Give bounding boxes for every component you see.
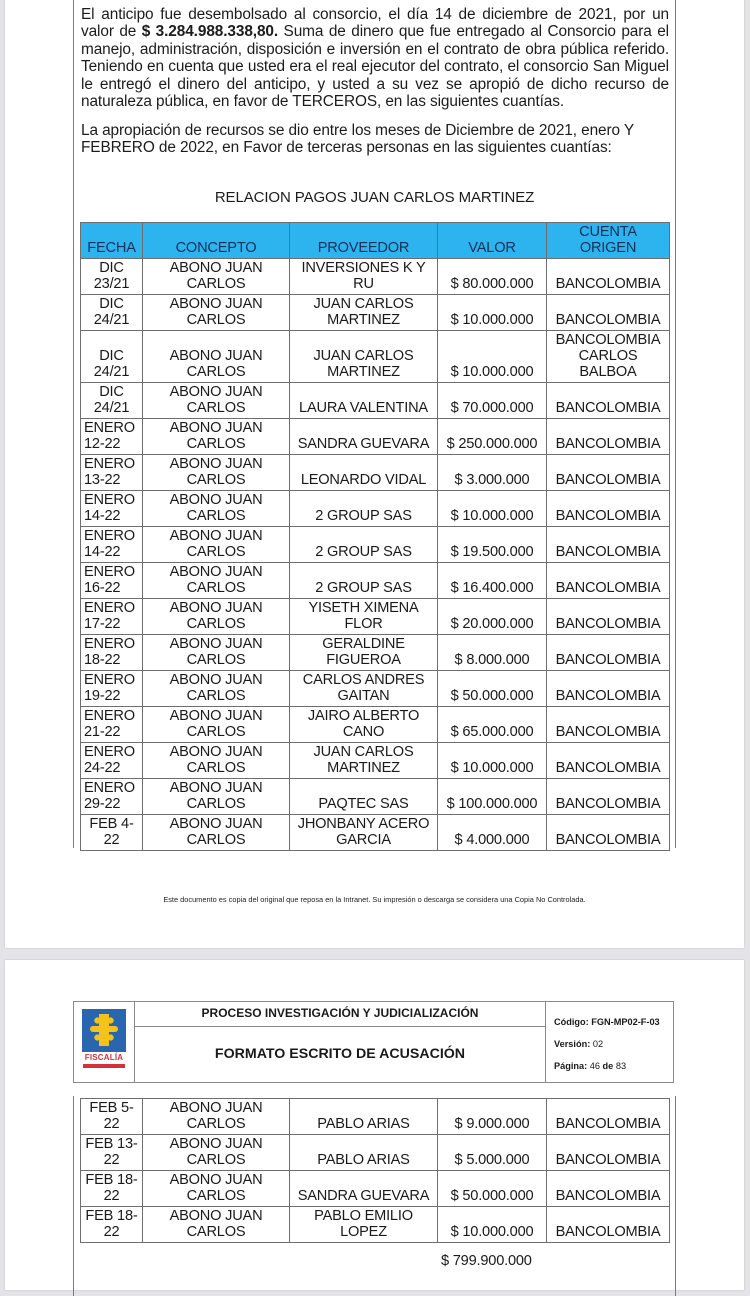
codigo-label: Código: — [554, 1017, 589, 1027]
cell-proveedor: GERALDINE FIGUEROA — [290, 635, 438, 671]
header-concepto: CONCEPTO — [143, 223, 290, 259]
header-cuenta-origen: CUENTA ORIGEN — [547, 223, 670, 259]
table-row — [81, 1135, 670, 1171]
table-row — [81, 331, 670, 383]
cell-cuenta-origen: BANCOLOMBIA — [547, 743, 670, 779]
cell-cuenta-origen: BANCOLOMBIA — [547, 1135, 670, 1171]
cell-valor: $ 65.000.000 — [438, 707, 547, 743]
cell-cuenta-origen: BANCOLOMBIA — [547, 563, 670, 599]
pagina-total: 83 — [615, 1061, 627, 1071]
cell-proveedor: 2 GROUP SAS — [290, 563, 438, 599]
cell-concepto: ABONO JUAN CARLOS — [143, 1207, 290, 1243]
cell-proveedor: JUAN CARLOS MARTINEZ — [290, 743, 438, 779]
header-fecha: FECHA — [81, 223, 143, 259]
table-row — [81, 295, 670, 331]
footer-note: Este documento es copia del original que reposa en la Intranet. Su impresión o descarga se considera una Copia No Controlada. — [163, 895, 586, 904]
cell-fecha: FEB 5-22 — [81, 1099, 143, 1135]
cell-valor: $ 100.000.000 — [438, 779, 547, 815]
document-page-2 — [5, 960, 744, 1290]
cell-concepto: ABONO JUAN CARLOS — [143, 1099, 290, 1135]
cell-valor: $ 50.000.000 — [438, 1171, 547, 1207]
cell-proveedor: CARLOS ANDRES GAITAN — [290, 671, 438, 707]
cell-cuenta-origen: BANCOLOMBIA CARLOS BALBOA — [547, 331, 670, 383]
table-row — [81, 743, 670, 779]
table-row — [81, 1207, 670, 1243]
codigo-line — [554, 1017, 660, 1027]
cell-cuenta-origen: BANCOLOMBIA — [547, 1171, 670, 1207]
cell-cuenta-origen: BANCOLOMBIA — [547, 1099, 670, 1135]
cell-cuenta-origen: BANCOLOMBIA — [547, 671, 670, 707]
cell-concepto: ABONO JUAN CARLOS — [143, 635, 290, 671]
table-row — [81, 419, 670, 455]
cell-fecha: FEB 4-22 — [81, 815, 143, 851]
header-proveedor: PROVEEDOR — [290, 223, 438, 259]
format-title: FORMATO ESCRITO DE ACUSACIÓN — [214, 1046, 466, 1062]
cell-proveedor: PAQTEC SAS — [290, 779, 438, 815]
cell-concepto: ABONO JUAN CARLOS — [143, 295, 290, 331]
cell-concepto: ABONO JUAN CARLOS — [143, 779, 290, 815]
paragraph-text: El anticipo fue desembolsado al consorcio, el día 14 de diciembre de 2021, por un valor de — [81, 6, 669, 41]
header-meta-cell — [546, 1002, 673, 1082]
cell-proveedor: JAIRO ALBERTO CANO — [290, 707, 438, 743]
cell-fecha: ENERO 24-22 — [81, 743, 143, 779]
cell-valor: $ 50.000.000 — [438, 671, 547, 707]
table-row — [81, 1099, 670, 1135]
cell-cuenta-origen: BANCOLOMBIA — [547, 455, 670, 491]
cell-concepto: ABONO JUAN CARLOS — [143, 563, 290, 599]
logo-text: FISCALÍA — [84, 1053, 124, 1062]
cell-concepto: ABONO JUAN CARLOS — [143, 743, 290, 779]
cell-proveedor: PABLO ARIAS — [290, 1099, 438, 1135]
cell-cuenta-origen: BANCOLOMBIA — [547, 707, 670, 743]
cell-cuenta-origen: BANCOLOMBIA — [547, 491, 670, 527]
cell-proveedor: 2 GROUP SAS — [290, 527, 438, 563]
cell-concepto: ABONO JUAN CARLOS — [143, 455, 290, 491]
cell-fecha: ENERO 17-22 — [81, 599, 143, 635]
cell-valor: $ 10.000.000 — [438, 743, 547, 779]
cell-fecha: ENERO 12-22 — [81, 419, 143, 455]
cell-valor: $ 10.000.000 — [438, 331, 547, 383]
cell-fecha: FEB 18-22 — [81, 1207, 143, 1243]
cell-fecha: ENERO 19-22 — [81, 671, 143, 707]
header-title-cell — [135, 1002, 546, 1082]
table-header-row — [81, 223, 670, 259]
cell-valor: $ 10.000.000 — [438, 491, 547, 527]
cell-proveedor: YISETH XIMENA FLOR — [290, 599, 438, 635]
pagina-label: Página: — [554, 1061, 588, 1071]
pagina-current: 46 — [589, 1061, 600, 1071]
cell-valor: $ 9.000.000 — [438, 1099, 547, 1135]
cell-proveedor: SANDRA GUEVARA — [290, 419, 438, 455]
process-title: PROCESO INVESTIGACIÓN Y JUDICIALIZACIÓN — [135, 1002, 545, 1027]
cell-proveedor: PABLO EMILIO LOPEZ — [290, 1207, 438, 1243]
table-row — [81, 599, 670, 635]
puzzle-logo-icon — [82, 1009, 126, 1052]
cell-fecha: FEB 13-22 — [81, 1135, 143, 1171]
cell-valor: $ 70.000.000 — [438, 383, 547, 419]
cell-valor: $ 20.000.000 — [438, 599, 547, 635]
cell-valor: $ 19.500.000 — [438, 527, 547, 563]
cell-valor: $ 4.000.000 — [438, 815, 547, 851]
cell-proveedor: SANDRA GUEVARA — [290, 1171, 438, 1207]
logo-red-band — [83, 1064, 125, 1068]
cell-cuenta-origen: BANCOLOMBIA — [547, 527, 670, 563]
cell-fecha: DIC 24/21 — [81, 331, 143, 383]
cell-valor: $ 5.000.000 — [438, 1135, 547, 1171]
cell-valor: $ 10.000.000 — [438, 295, 547, 331]
table-row — [81, 527, 670, 563]
cell-fecha: DIC 24/21 — [81, 383, 143, 419]
payments-table-continued — [80, 1098, 670, 1243]
cell-concepto: ABONO JUAN CARLOS — [143, 491, 290, 527]
document-header — [73, 1001, 674, 1083]
table-title: RELACION PAGOS JUAN CARLOS MARTINEZ — [214, 189, 535, 206]
pagina-line — [554, 1061, 626, 1071]
table-row — [81, 815, 670, 851]
version-line — [554, 1039, 603, 1049]
cell-valor: $ 16.400.000 — [438, 563, 547, 599]
cell-fecha: DIC 24/21 — [81, 295, 143, 331]
cell-concepto: ABONO JUAN CARLOS — [143, 259, 290, 295]
cell-cuenta-origen: BANCOLOMBIA — [547, 635, 670, 671]
cell-concepto: ABONO JUAN CARLOS — [143, 419, 290, 455]
cell-concepto: ABONO JUAN CARLOS — [143, 383, 290, 419]
cell-concepto: ABONO JUAN CARLOS — [143, 815, 290, 851]
cell-proveedor: JUAN CARLOS MARTINEZ — [290, 331, 438, 383]
cell-fecha: DIC 23/21 — [81, 259, 143, 295]
table-row — [81, 455, 670, 491]
cell-fecha: ENERO 14-22 — [81, 527, 143, 563]
cell-valor: $ 250.000.000 — [438, 419, 547, 455]
paragraph-text: Suma de dinero que fue entregado al Consorcio para el manejo, administración, disposición e inversión en el contrato de obra pública referido. Teniendo en cuenta que usted era el real ejecutor del contrato, el consorcio San Miguel le entregó el dinero del anticipo, y usted a su vez se apropió de dicho recurso de naturaleza pública, en favor de TERCEROS, en las siguientes cuantías. — [81, 23, 669, 111]
cell-fecha: ENERO 13-22 — [81, 455, 143, 491]
cell-valor: $ 80.000.000 — [438, 259, 547, 295]
cell-cuenta-origen: BANCOLOMBIA — [547, 815, 670, 851]
anticipo-amount: $ 3.284.988.338,80. — [141, 23, 279, 41]
cell-valor: $ 8.000.000 — [438, 635, 547, 671]
pagina-de: de — [602, 1061, 614, 1071]
cell-fecha: FEB 18-22 — [81, 1171, 143, 1207]
cell-fecha: ENERO 29-22 — [81, 779, 143, 815]
table-row — [81, 779, 670, 815]
table-row — [81, 383, 670, 419]
table-row — [81, 635, 670, 671]
payments-table — [80, 222, 670, 851]
cell-proveedor: INVERSIONES K Y RU — [290, 259, 438, 295]
paragraph-anticipo — [81, 6, 669, 110]
cell-concepto: ABONO JUAN CARLOS — [143, 331, 290, 383]
paragraph-apropiacion: La apropiación de recursos se dio entre los meses de Diciembre de 2021, enero Y FEBRERO de 2022, en Favor de terceras personas en las siguientes cuantías: — [81, 122, 634, 157]
cell-concepto: ABONO JUAN CARLOS — [143, 671, 290, 707]
cell-cuenta-origen: BANCOLOMBIA — [547, 599, 670, 635]
cell-cuenta-origen: BANCOLOMBIA — [547, 1207, 670, 1243]
cell-fecha: ENERO 14-22 — [81, 491, 143, 527]
cell-proveedor: 2 GROUP SAS — [290, 491, 438, 527]
codigo-value: FGN-MP02-F-03 — [591, 1017, 660, 1027]
cell-proveedor: JUAN CARLOS MARTINEZ — [290, 295, 438, 331]
cell-valor: $ 10.000.000 — [438, 1207, 547, 1243]
table-row — [81, 707, 670, 743]
cell-cuenta-origen: BANCOLOMBIA — [547, 419, 670, 455]
cell-proveedor: JHONBANY ACERO GARCIA — [290, 815, 438, 851]
cell-concepto: ABONO JUAN CARLOS — [143, 527, 290, 563]
document-page-1 — [5, 0, 744, 948]
table-row — [81, 1171, 670, 1207]
cell-proveedor: LEONARDO VIDAL — [290, 455, 438, 491]
cell-cuenta-origen: BANCOLOMBIA — [547, 259, 670, 295]
cell-cuenta-origen: BANCOLOMBIA — [547, 295, 670, 331]
cell-concepto: ABONO JUAN CARLOS — [143, 599, 290, 635]
cell-valor: $ 3.000.000 — [438, 455, 547, 491]
fiscalia-logo — [82, 1009, 126, 1069]
version-value: 02 — [592, 1039, 604, 1049]
cell-concepto: ABONO JUAN CARLOS — [143, 1171, 290, 1207]
cell-cuenta-origen: BANCOLOMBIA — [547, 779, 670, 815]
cell-fecha: ENERO 21-22 — [81, 707, 143, 743]
table-row — [81, 491, 670, 527]
table-row — [81, 563, 670, 599]
cell-proveedor: PABLO ARIAS — [290, 1135, 438, 1171]
table-row — [81, 259, 670, 295]
cell-cuenta-origen: BANCOLOMBIA — [547, 383, 670, 419]
header-valor: VALOR — [438, 223, 547, 259]
cell-concepto: ABONO JUAN CARLOS — [143, 1135, 290, 1171]
cell-fecha: ENERO 16-22 — [81, 563, 143, 599]
table-row — [81, 671, 670, 707]
cell-concepto: ABONO JUAN CARLOS — [143, 707, 290, 743]
version-label: Versión: — [554, 1039, 591, 1049]
cell-fecha: ENERO 18-22 — [81, 635, 143, 671]
payments-total: $ 799.900.000 — [441, 1253, 532, 1269]
cell-proveedor: LAURA VALENTINA — [290, 383, 438, 419]
logo-cell — [74, 1002, 135, 1082]
